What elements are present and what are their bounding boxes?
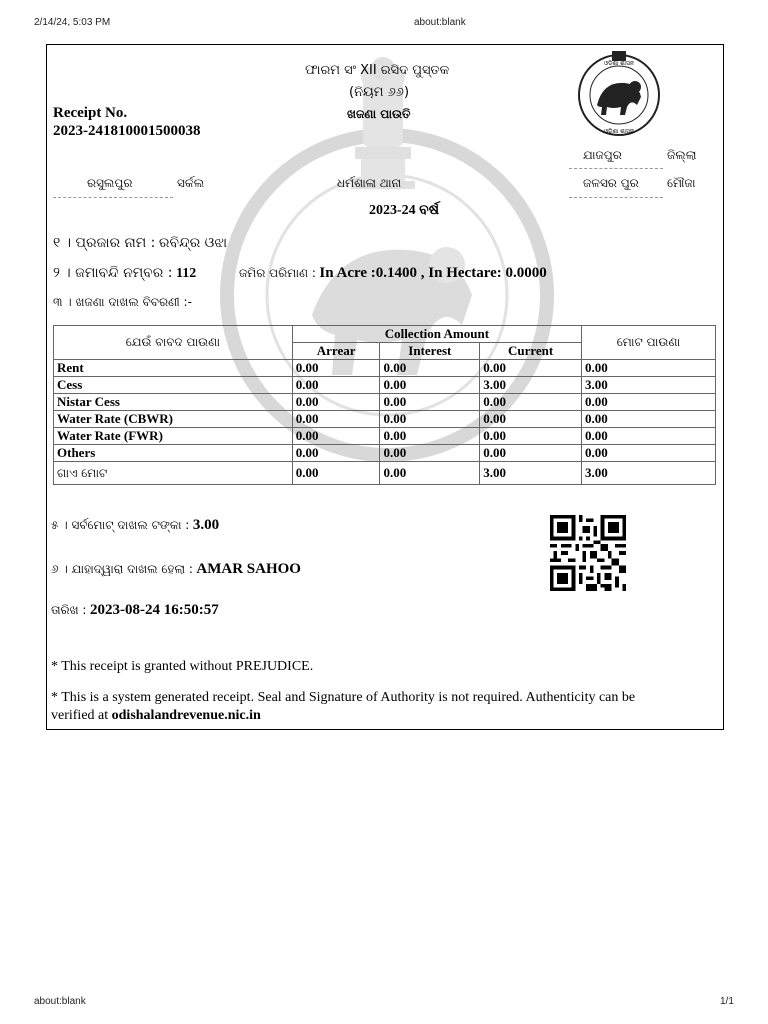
browser-title: about:blank	[414, 17, 466, 28]
note-system-generated: * This is a system generated receipt. Seal and Signature of Authority is not required. Authenticity can be	[51, 690, 636, 705]
mouza-value: ଜଳସର ପୁର	[583, 176, 639, 190]
browser-footer-url: about:blank	[34, 996, 86, 1007]
field-jamabandi: ୨ । ଜମାବନ୍ଦି ନମ୍ବର : 112	[53, 265, 197, 281]
table-row: Nistar Cess 0.00 0.00 0.00 0.00	[54, 394, 716, 411]
col-head-particulars: ଯେଉଁ ବାବଦ ପାଉଣା	[54, 326, 293, 360]
field-tenant-name: ୧ । ପ୍ରଜାର ନାମ : ରବିନ୍ଦ୍ର ଓଝା	[53, 235, 228, 251]
mouza-dotline	[569, 197, 663, 198]
receipt-label: Receipt No.	[53, 105, 128, 121]
receipt-number: 2023-241810001500038	[53, 123, 201, 139]
field-date: ତାରିଖ : 2023-08-24 16:50:57	[51, 602, 219, 618]
field-paid-by: ୬ । ଯାହାଦ୍ୱାରା ଦାଖଲ ହେଲା : AMAR SAHOO	[51, 561, 301, 577]
district-label: ଜିଲ୍ଲା	[667, 148, 697, 162]
collection-table	[53, 325, 716, 485]
emblem-bottom-text: ଓଡ଼ିଶା ଶାସନ	[603, 128, 635, 135]
paid-by-value: AMAR SAHOO	[196, 561, 301, 577]
col-head-interest: Interest	[380, 343, 480, 360]
table-row: Water Rate (CBWR) 0.00 0.00 0.00 0.00	[54, 411, 716, 428]
mouza-label: ମୌଜା	[667, 176, 696, 190]
form-title: ଫାରମ ସଂ XII ରସିଦ ପୁସ୍ତକ	[305, 63, 450, 78]
page-number: 1/1	[720, 996, 734, 1007]
receipt-type: ଖଜଣା ପାଉତି	[347, 107, 411, 121]
district-value: ଯାଜପୁର	[583, 148, 622, 162]
table-row: Cess 0.00 0.00 3.00 3.00	[54, 377, 716, 394]
col-head-total: ମୋଟ ପାଉଣା	[581, 326, 715, 360]
emblem-top-text: ଓଡ଼ିଶା ଶାସନ	[603, 60, 635, 67]
verify-link[interactable]: odishalandrevenue.nic.in	[111, 708, 261, 723]
qr-code-icon	[547, 515, 629, 591]
land-area-value: In Acre :0.1400 , In Hectare: 0.0000	[319, 265, 547, 281]
jamabandi-value: 112	[176, 266, 197, 281]
table-row: Others 0.00 0.00 0.00 0.00	[54, 445, 716, 462]
financial-year: 2023-24 ବର୍ଷ	[369, 203, 440, 218]
district-dotline	[569, 168, 663, 169]
receipt-page	[46, 44, 724, 730]
table-row: Rent 0.00 0.00 0.00 0.00	[54, 360, 716, 377]
tenant-name-value: ରବିନ୍ଦ୍ର ଓଝା	[158, 235, 228, 251]
total-paid-value: 3.00	[192, 517, 220, 533]
circle-label: ସର୍କଲ	[177, 176, 205, 190]
col-head-arrear: Arrear	[292, 343, 380, 360]
note-prejudice: * This receipt is granted without PREJUDICE.	[51, 659, 314, 674]
odisha-emblem-icon	[571, 49, 667, 137]
date-value: 2023-08-24 16:50:57	[89, 602, 219, 618]
field-land-area: ଜମିର ପରିମାଣ : In Acre :0.1400 , In Hectare: 0.0000	[239, 265, 547, 281]
circle-value: ରସୁଲପୁର	[87, 176, 133, 190]
table-row-grand-total: ଗାଏ ମୋଟ 0.00 0.00 3.00 3.00	[54, 462, 716, 485]
form-rule: (ନିୟମ ୬୬)	[349, 85, 410, 100]
note-verify: verified at odishalandrevenue.nic.in	[51, 708, 261, 723]
field-total-paid: ୫ । ସର୍ବମୋଟ୍ ଦାଖଲ ଟଙ୍କା : 3.00	[51, 517, 220, 533]
col-head-current: Current	[480, 343, 582, 360]
browser-datetime: 2/14/24, 5:03 PM	[34, 17, 111, 28]
field-payment-details: ୩ । ଖଜଣା ଦାଖଲ ବିବରଣୀ :-	[53, 295, 192, 309]
thana-value: ଧର୍ମଶାଳା ଥାନା	[337, 176, 402, 190]
table-row: Water Rate (FWR) 0.00 0.00 0.00 0.00	[54, 428, 716, 445]
circle-dotline	[53, 197, 173, 198]
col-head-collection: Collection Amount	[292, 326, 581, 343]
